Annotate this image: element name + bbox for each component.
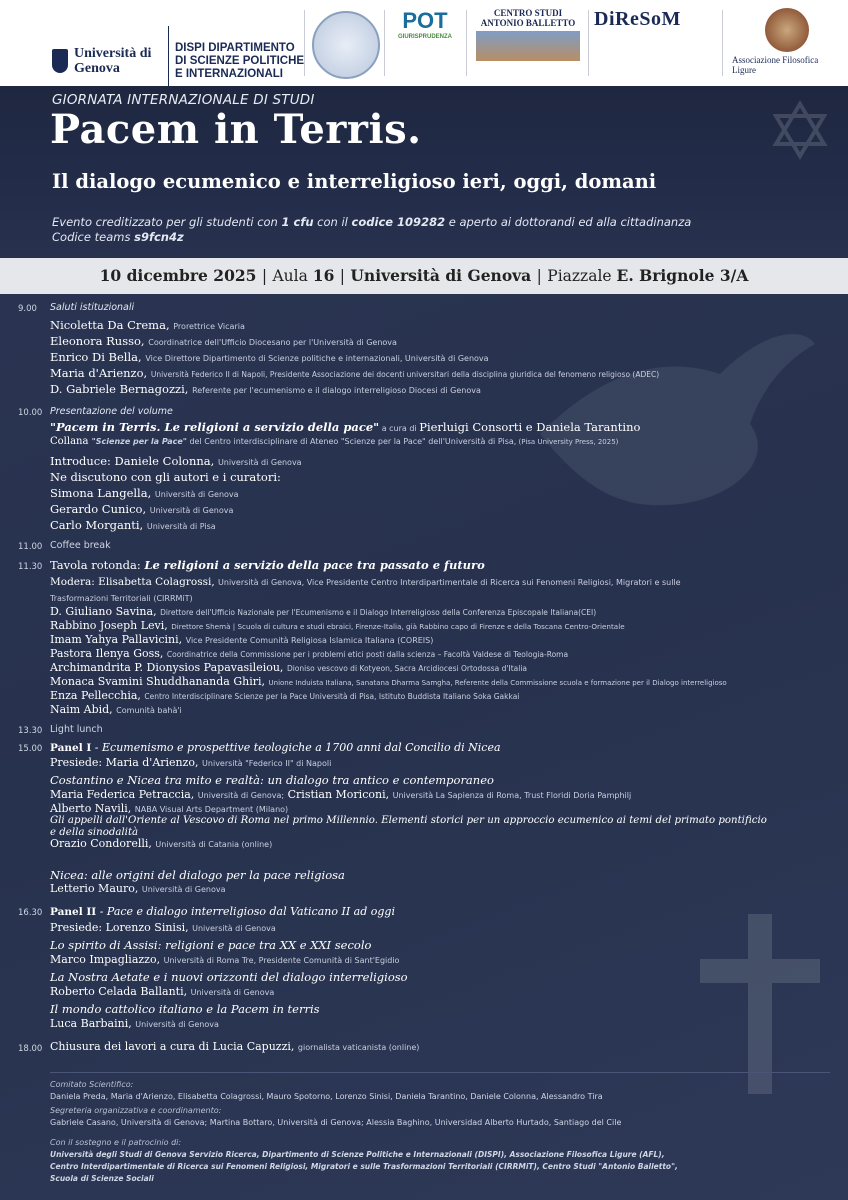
teams-code: s9fcn4z [134,230,184,244]
time-slot: 11.00 [18,542,43,552]
book-row [50,420,640,434]
pot-logo [392,8,458,78]
speaker-row [50,675,727,688]
talk-title: Lo spirito di Assisi: religioni e pace tra XX e XXI secolo [50,938,372,952]
session-heading: Presentazione del volume [50,406,173,417]
speaker-row [50,703,182,716]
panel-label: Panel II [50,906,97,918]
speaker-role: Università di Genova [190,988,275,997]
speaker-role: Direttore Shemà | Scuola di cultura e studi ebraici, Firenze-Italia, già Rabbino capo di Firenze e della Toscana Centro-Orientale [171,622,625,631]
diresom-logo [594,8,704,78]
panel-heading [50,740,501,754]
speaker-row [50,633,433,646]
speaker-role: Università di Genova [149,506,234,515]
note-text: Evento creditizzato per gli studenti con [52,215,282,229]
diresom-wordmark: DiReSoM [594,8,681,30]
logo-divider [384,10,385,76]
speaker-name: Roberto Celada Ballanti, [50,985,188,998]
speaker-role: Comunità bahà'i [116,706,182,715]
speaker-row [50,350,489,364]
unige-crest-icon [52,49,68,73]
moderator-row [50,576,681,588]
talk-title: Costantino e Nicea tra mito e realtà: un dialogo tra antico e contemporaneo [50,773,494,787]
sostegno-line: Centro Interdipartimentale di Ricerca sui Fenomeni Religiosi, Migratori e sulle Trasformazioni Territoriali (CIRRMiT), Centro Studi "Antonio Balletto", [50,1162,678,1171]
speaker-name: Presiede: Lorenzo Sinisi, [50,921,189,934]
speaker-name: Maria Federica Petraccia, [50,788,195,801]
collana-row [50,436,618,447]
balletto-name: CENTRO STUDI ANTONIO BALLETTO [480,8,576,28]
time-slot: 11.30 [18,562,43,572]
speaker-row [50,953,399,966]
time-slot: 15.00 [18,744,43,754]
closing-row [50,1040,419,1053]
speaker-role: Coordinatrice della Commissione per i problemi etici posti dalla scienza – Facoltà Valdese di Teologia-Roma [166,650,569,659]
discussants-heading: Ne discutono con gli autori e i curatori: [50,470,281,484]
speaker-name: Imam Yahya Pallavicini, [50,633,183,646]
speaker-name: Orazio Condorelli, [50,837,152,850]
dispi-logo: DISPI DIPARTIMENTO DI SCIENZE POLITICHE E INTERNAZIONALI [168,26,305,96]
book-title: "Pacem in Terris. Le religioni a servizio della pace" [50,420,380,434]
speaker-row [50,605,596,618]
panel-heading [50,904,395,918]
unige-name: Università di Genova [74,46,152,76]
speaker-role: Università di Genova [217,458,302,467]
pot-subtitle: GIURISPRUDENZA [397,34,452,40]
comitato-label: Comitato Scientifico: [50,1080,134,1089]
speaker-role: Centro Interdisciplinare Scienze per la Pace Università di Pisa, Istituto Buddista Italiano Soka Gakkai [144,692,520,701]
speaker-row [50,1017,219,1030]
speaker-role: Università Federico II di Napoli, Presidente Associazione dei docenti universitari della disciplina giuridica del fenomeno religioso (ADEC) [150,370,660,379]
speaker-name: Simona Langella, [50,486,152,500]
date-location-band: 10 dicembre 2025 | Aula 16 | Università di Genova | Piazzale E. Brignole 3/A [0,258,848,294]
roundtable-title: Le religioni a servizio della pace tra passato e futuro [144,558,485,572]
session-heading: Light lunch [50,724,103,735]
speaker-role: Trasformazioni Territoriali (CIRRMiT) [50,594,193,603]
speaker-name: Archimandrita P. Dionysios Papavasileiou, [50,661,284,674]
event-subtitle: Il dialogo ecumenico e interreligioso ieri, oggi, domani [52,170,657,193]
event-title: Pacem in Terris. [50,106,422,153]
speaker-row [50,334,397,348]
town-skyline-icon [476,31,580,61]
note-cfu: 1 cfu [281,215,314,229]
time-slot: 16.30 [18,908,43,918]
note-code: codice 109282 [351,215,446,229]
speaker-role: Prorettrice Vicaria [173,322,245,331]
speaker-row [50,502,233,516]
venue-university: Università di Genova [350,266,532,285]
book-cura: a cura di [379,424,420,433]
talk-title: La Nostra Aetate e i nuovi orizzonti del dialogo interreligioso [50,970,408,984]
time-slot: 13.30 [18,726,43,736]
comitato-members: Daniela Preda, Maria d'Arienzo, Elisabetta Colagrossi, Mauro Spotorno, Lorenzo Sinisi, Daniela Tarantino, Daniele Colonna, Alessandro Tira [50,1092,603,1101]
logo-divider [722,10,723,76]
speaker-name: Eleonora Russo, [50,334,145,348]
aula-label: Aula [272,267,313,285]
speaker-row [50,382,481,396]
speaker-row [50,985,274,998]
event-kicker: GIORNATA INTERNAZIONALE DI STUDI [52,92,315,108]
afl-name: Associazione Filosofica Ligure [732,55,819,75]
panel-label: Panel I [50,742,92,754]
speaker-row [50,837,272,850]
speaker-role: Unione Induista Italiana, Sanatana Dharma Samgha, Referente della Commissione scuola e formazione per il Dialogo interreligioso [268,679,727,687]
speaker-role: Università "Federico II" di Napoli [202,759,332,768]
collana-label: Collana [50,436,92,447]
segreteria-label: Segreteria organizzativa e coordinamento: [50,1106,222,1115]
speaker-row [50,788,631,801]
sostegno-label: Con il sostegno e il patrocinio di: [50,1138,182,1147]
speaker-row [50,802,288,815]
speaker-row [50,661,527,674]
speaker-role: Università La Sapienza di Roma, Trust Floridi Doria Pamphilj [392,791,632,800]
speaker-name: D. Gabriele Bernagozzi, [50,382,189,396]
speaker-row [50,689,519,702]
speaker-name: Monaca Svamini Shuddhananda Ghiri, [50,675,266,688]
speaker-row [50,647,568,660]
talk-title: Gli appelli dall'Oriente al Vescovo di Roma nel primo Millennio. Elementi storici per un approccio ecumenico ai temi del primato pontificio [50,815,767,826]
talk-title: Nicea: alle origini del dialogo per la pace religiosa [50,868,345,882]
speaker-role: Direttore dell'Ufficio Nazionale per l'Ecumenismo e il Dialogo Interreligioso della Conferenza Episcopale Italiana(CEI) [160,608,597,617]
speaker-name: Enrico Di Bella, [50,350,142,364]
speaker-name: Maria d'Arienzo, [50,366,148,380]
speaker-role: Università di Genova [192,924,276,933]
teams-label: Codice teams [52,230,135,244]
speaker-name: Enza Pellecchia, [50,689,141,702]
speaker-row [50,518,216,532]
footer-divider [50,1072,830,1073]
program-section [0,294,848,1200]
session-heading: Saluti istituzionali [50,302,135,313]
speaker-role: Università di Genova, Vice Presidente Centro Interdipartimentale di Ricerca sui Fenomeni Religiosi, Migratori e sulle [218,578,681,587]
logo-divider [304,10,305,76]
hero-banner [0,86,848,258]
pot-wordmark: POT [402,8,448,33]
peace-seal-logo [312,11,380,79]
talk-title: Il mondo cattolico italiano e la Pacem in terris [50,1002,320,1016]
speaker-role: Coordinatrice dell'Ufficio Diocesano per l'Università di Genova [148,338,397,347]
speaker-name: Letterio Mauro, [50,882,139,895]
speaker-name: Naim Abid, [50,703,113,716]
chair-row [50,756,331,769]
roundtable-heading [50,558,485,572]
speaker-role: Università di Genova [135,1020,219,1029]
speaker-role: Università di Genova [154,490,239,499]
afl-logo [732,8,842,78]
speaker-name: Carlo Morganti, [50,518,144,532]
afl-seal-icon [765,8,809,52]
speaker-name: Modera: Elisabetta Colagrossi, [50,576,215,588]
speaker-role: Università di Genova [141,885,226,894]
speaker-name: Nicoletta Da Crema, [50,318,170,332]
speaker-role: Referente per l'ecumenismo e il dialogo interreligioso Diocesi di Genova [192,386,481,395]
moderator-row-cont [50,590,193,604]
collana-name: "Scienze per la Pace" [91,437,187,446]
place-label: Piazzale [547,267,617,285]
panel-title: - Pace e dialogo interreligioso dal Vaticano II ad oggi [96,905,395,918]
speaker-role: NABA Visual Arts Department (Milano) [134,805,289,814]
segreteria-members: Gabriele Casano, Università di Genova; Martina Bottaro, Università di Genova; Alessia Baghino, Universidad Alberto Hurtado, Santiago del Cile [50,1118,622,1127]
logo-divider [466,10,467,76]
place-address: E. Brignole 3/A [616,266,749,285]
speaker-row [50,454,302,468]
speaker-name: Marco Impagliazzo, [50,953,161,966]
speaker-name: Luca Barbaini, [50,1017,132,1030]
roundtable-label: Tavola rotonda: [50,558,145,572]
cross-watermark-icon [700,914,820,1094]
closing-text: Chiusura dei lavori a cura di Lucia Capuzzi, [50,1040,295,1053]
collana-desc: del Centro interdisciplinare di Ateneo "Scienze per la Pace" dell'Università di Pisa, [186,437,517,446]
sostegno-line: Università degli Studi di Genova Servizio Ricerca, Dipartimento di Scienze Politiche e Internazionali (DISPI), Associazione Filosofica Ligure (AFL), [50,1150,665,1159]
session-heading: Coffee break [50,540,111,551]
star-of-david-icon [770,100,830,160]
speaker-name: D. Giuliano Savina, [50,605,157,618]
speaker-name: Presiede: Maria d'Arienzo, [50,756,199,769]
speaker-role: Università di Pisa [146,522,216,531]
note-text: con il [313,215,352,229]
speaker-name: Gerardo Cunico, [50,502,147,516]
balletto-logo [474,8,582,78]
speaker-row [50,486,239,500]
speaker-row [50,318,245,332]
speaker-row [50,366,659,380]
speaker-role: Università di Genova; [197,791,285,800]
time-slot: 10.00 [18,408,43,418]
speaker-role: Università di Catania (online) [155,840,273,849]
chair-row [50,921,276,934]
time-slot: 9.00 [18,304,37,314]
sostegno-line: Scuola di Scienze Sociali [50,1174,154,1183]
credit-note [52,215,691,245]
aula-number: 16 [312,266,335,285]
speaker-role: Vice Direttore Dipartimento di Scienze politiche e internazionali, Università di Genova [145,354,489,363]
talk-title-cont: e della sinodalità [50,827,139,838]
note-text: e aperto ai dottorandi ed alla cittadinanza [445,215,692,229]
speaker-name: Cristian Moriconi, [287,788,390,801]
logo-divider [588,10,589,76]
speaker-role: Università di Roma Tre, Presidente Comunità di Sant'Egidio [163,956,400,965]
speaker-role: Vice Presidente Comunità Religiosa Islamica Italiana (COREIS) [185,636,434,645]
speaker-name: Alberto Navili, [50,802,132,815]
panel-title: - Ecumenismo e prospettive teologiche a 1700 anni dal Concilio di Nicea [91,741,501,754]
closing-role: giornalista vaticanista (online) [297,1043,420,1052]
event-date: 10 dicembre 2025 [99,266,257,285]
speaker-role: Dioniso vescovo di Kotyeon, Sacra Arcidiocesi Ortodossa d'Italia [286,664,527,673]
speaker-row [50,882,225,895]
speaker-name: Rabbino Joseph Levi, [50,619,168,632]
logo-bar [0,0,848,86]
speaker-row [50,619,625,632]
speaker-name: Introduce: Daniele Colonna, [50,454,215,468]
book-authors: Pierluigi Consorti e Daniela Tarantino [419,420,641,434]
speaker-name: Pastora Ilenya Goss, [50,647,164,660]
time-slot: 18.00 [18,1044,43,1054]
collana-publisher: (Pisa University Press, 2025) [516,438,619,446]
